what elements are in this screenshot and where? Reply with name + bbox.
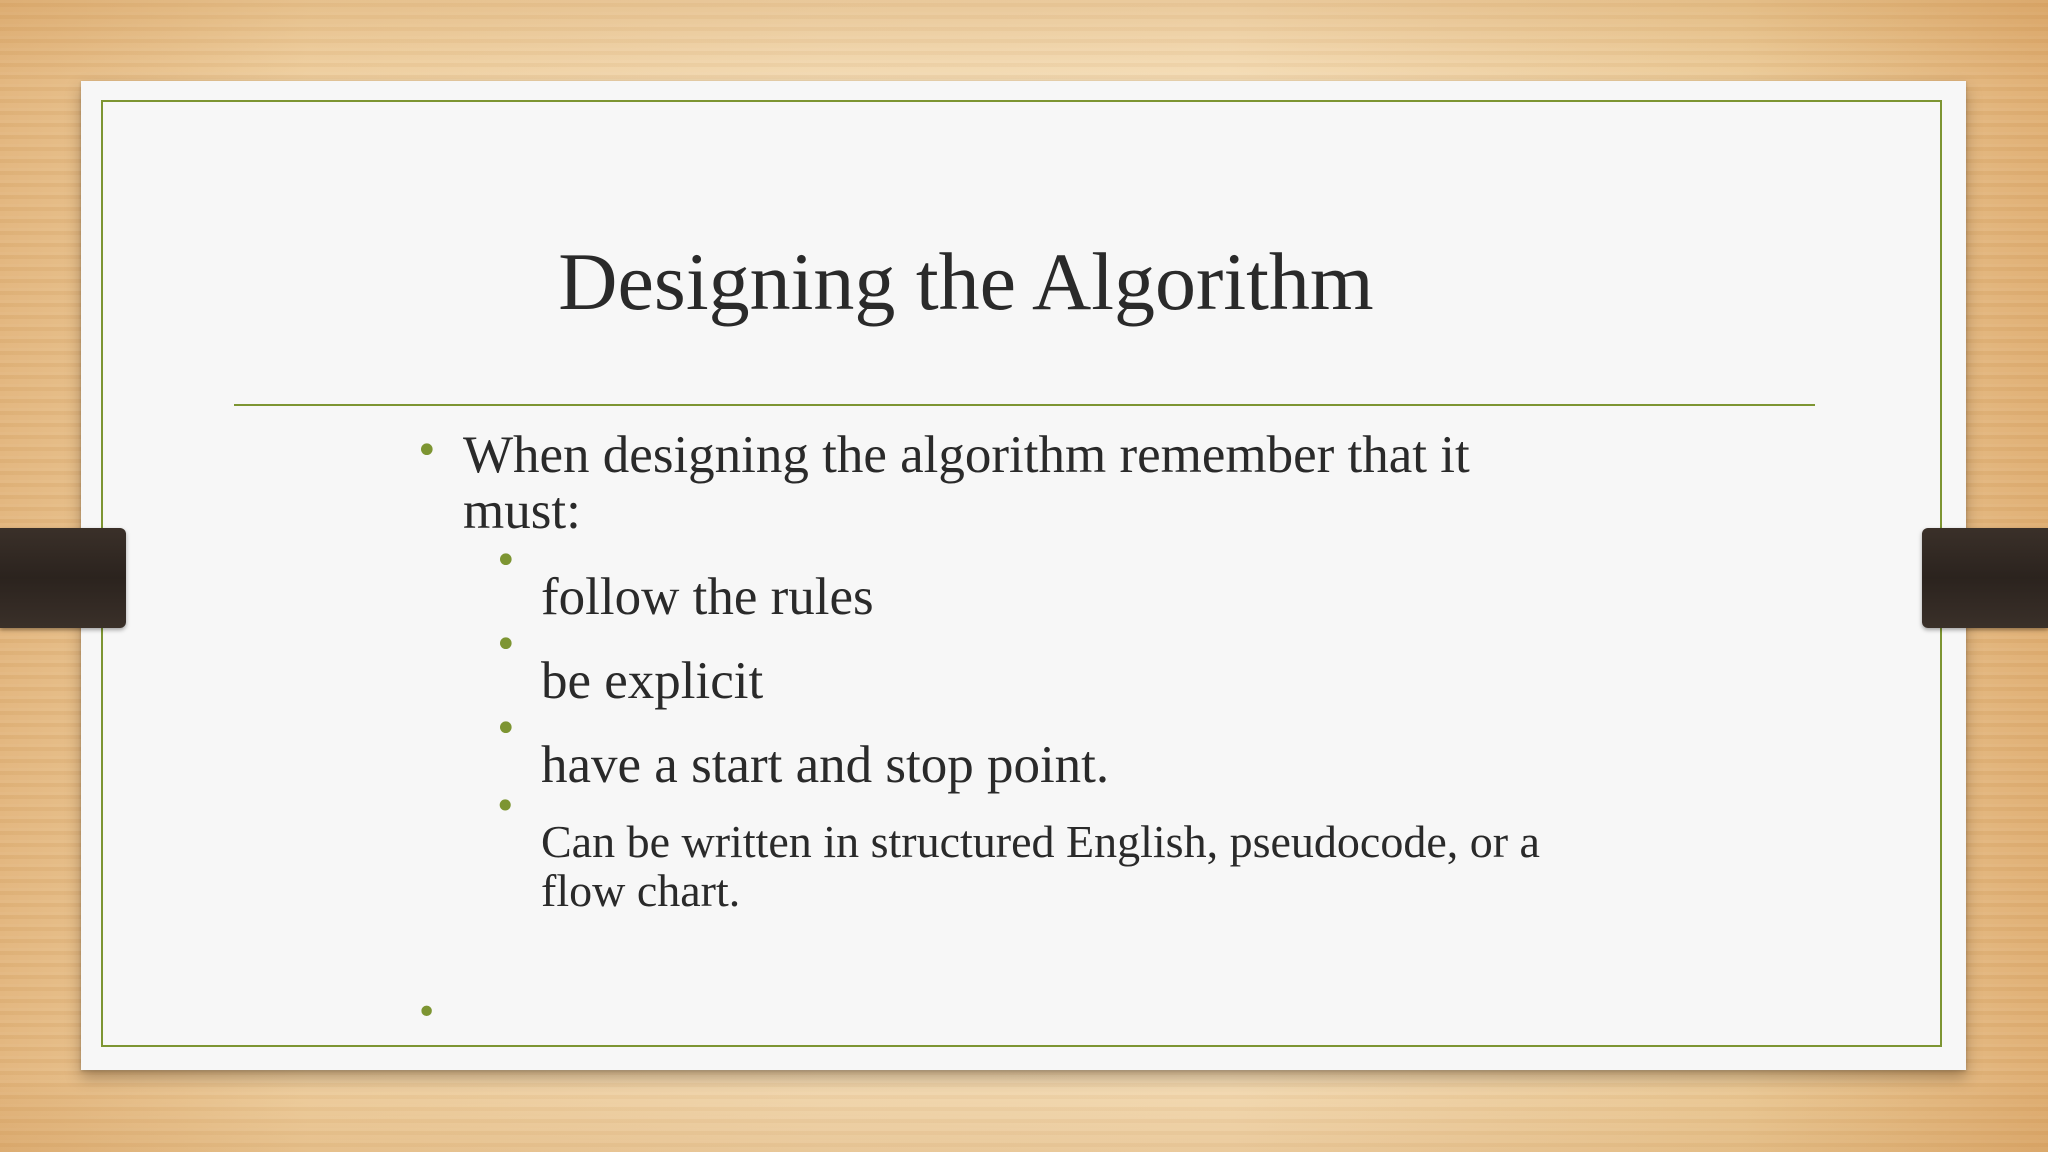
bullet-marker: • [415,428,439,474]
binder-clip-left [0,528,126,628]
sub-bullet-text: have a start and stop point. [541,736,1110,794]
bullet-marker: • [494,784,517,828]
empty-bullet-marker: • [416,992,438,1033]
main-bullet-line-1: When designing the algorithm remember that it [463,426,1470,484]
slide-card [81,81,1966,1070]
bullet-marker: • [494,706,518,752]
main-bullet-text [463,427,1470,539]
note-bullet-line-2: flow chart. [541,865,741,916]
slide-title: Designing the Algorithm [558,236,1374,327]
sub-bullet-text: follow the rules [541,568,874,626]
note-bullet-line-1: Can be written in structured English, pseudocode, or a [541,816,1540,867]
note-bullet-text [541,817,1540,915]
wood-background-bottom [0,1072,2048,1152]
title-divider [234,404,1815,406]
sub-bullet-text: be explicit [541,652,764,710]
binder-clip-right [1922,528,2048,628]
main-bullet-line-2: must: [463,482,581,540]
bullet-marker: • [494,622,518,668]
wood-background-top [0,0,2048,80]
bullet-marker: • [494,538,518,584]
